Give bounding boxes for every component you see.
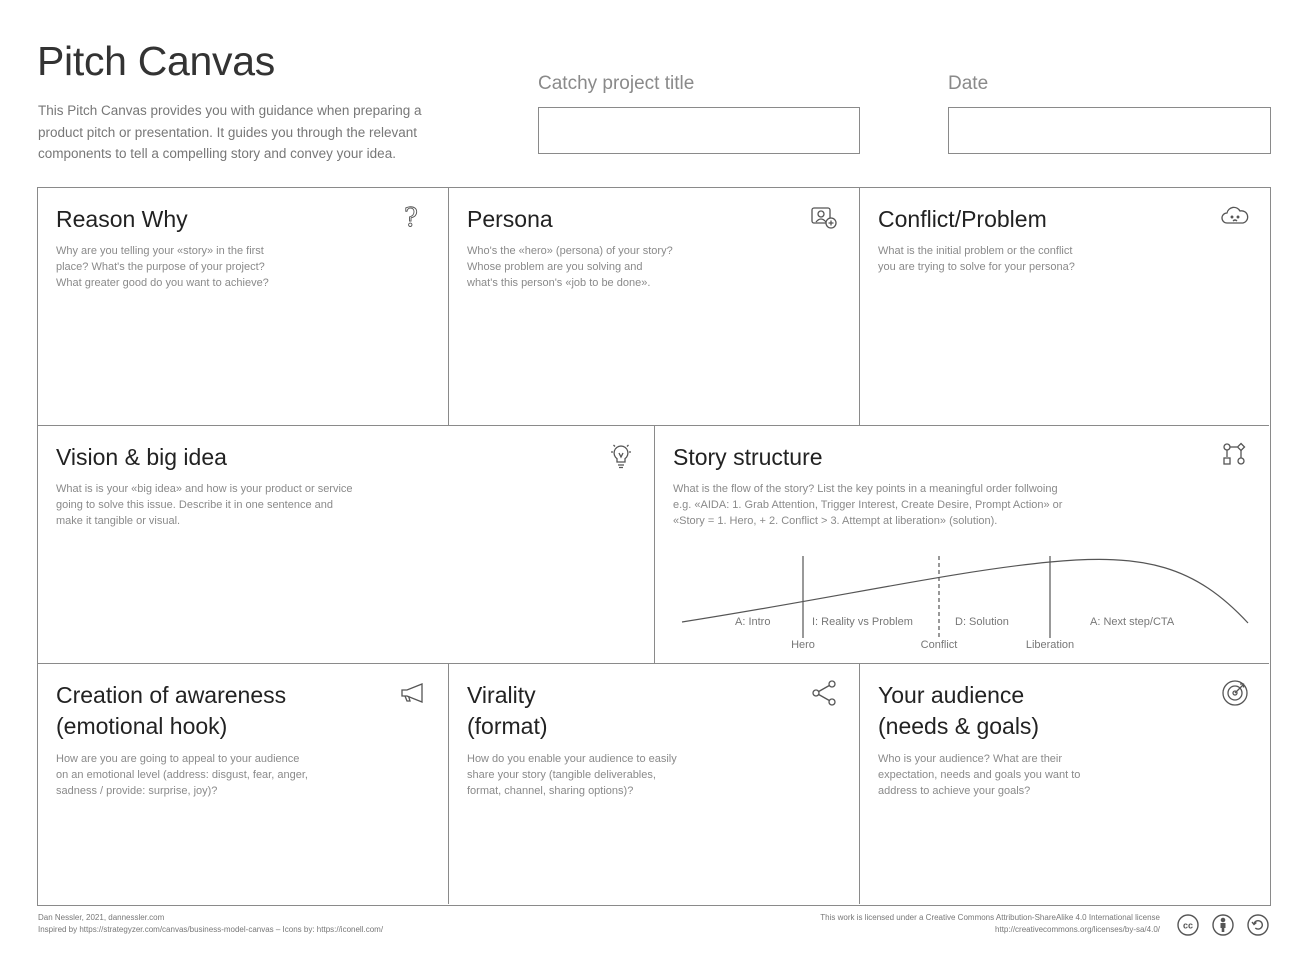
- desc-line: place? What's the purpose of your project?: [56, 261, 265, 273]
- title-line: (emotional hook): [56, 713, 228, 739]
- desc-line: on an emotional level (address: disgust, fear, anger,: [56, 769, 308, 781]
- question-icon: [396, 202, 426, 232]
- title-line: Your audience: [878, 682, 1025, 708]
- intro-text: [38, 100, 508, 165]
- section-description: [56, 751, 308, 799]
- cc-icon: [1175, 912, 1201, 938]
- footer-line: Inspired by https://strategyzer.com/canvas/business-model-canvas – Icons by: https://iconell.com/: [38, 925, 384, 934]
- section-title: [878, 680, 1039, 742]
- page-title: Pitch Canvas: [37, 38, 275, 84]
- sharealike-icon: [1245, 912, 1271, 938]
- desc-line: Why are you telling your «story» in the first: [56, 245, 264, 257]
- section-description: [467, 243, 673, 291]
- section-title: Story structure: [673, 444, 823, 470]
- pitch-canvas-grid: [37, 187, 1271, 906]
- desc-line: Whose problem are you solving and: [467, 261, 643, 273]
- desc-line: going to solve this issue. Describe it in one sentence and: [56, 499, 333, 511]
- desc-line: expectation, needs and goals you want to: [878, 769, 1081, 781]
- desc-line: What is is your «big idea» and how is your product or service: [56, 483, 353, 495]
- share-icon: [809, 678, 839, 708]
- marker-label: Conflict: [920, 639, 958, 651]
- marker-label: Hero: [791, 639, 815, 651]
- desc-line: e.g. «AIDA: 1. Grab Attention, Trigger Interest, Create Desire, Prompt Action» or: [673, 499, 1063, 511]
- desc-line: What greater good do you want to achieve?: [56, 277, 269, 289]
- footer-line: This work is licensed under a Creative Commons Attribution-ShareAlike 4.0 International license: [820, 913, 1160, 922]
- section-description: [467, 751, 677, 799]
- license-icons: [1175, 912, 1271, 938]
- vision-big-idea-section[interactable]: [38, 426, 655, 664]
- phase-label: D: Solution: [955, 616, 1009, 628]
- desc-line: How are you are going to appeal to your audience: [56, 753, 300, 765]
- section-title: Reason Why: [56, 206, 188, 232]
- title-line: (format): [467, 713, 548, 739]
- intro-line: components to tell a compelling story and convey your idea.: [38, 146, 396, 161]
- reason-why-section[interactable]: [38, 188, 449, 426]
- project-title-label: Catchy project title: [538, 73, 695, 94]
- persona-icon: [809, 202, 839, 232]
- megaphone-icon: [398, 678, 428, 708]
- persona-section[interactable]: [449, 188, 860, 426]
- title-line: (needs & goals): [878, 713, 1040, 739]
- story-arc-curve: [682, 559, 1248, 623]
- desc-line: «Story = 1. Hero, + 2. Conflict > 3. Attempt at liberation» (solution).: [673, 515, 998, 527]
- virality-section[interactable]: [449, 664, 860, 904]
- date-field[interactable]: [948, 107, 1271, 154]
- section-description: [878, 243, 1075, 275]
- intro-line: product pitch or presentation. It guides you through the relevant: [38, 124, 417, 140]
- section-title: [467, 680, 548, 742]
- date-label: Date: [948, 73, 989, 94]
- phase-label: A: Intro: [735, 616, 771, 628]
- marker-label: Liberation: [1025, 639, 1075, 651]
- title-line: Creation of awareness: [56, 682, 287, 708]
- target-icon: [1220, 678, 1250, 708]
- intro-line: This Pitch Canvas provides you with guidance when preparing a: [38, 103, 422, 118]
- desc-line: you are trying to solve for your persona?: [878, 261, 1075, 273]
- cloud-icon: [1220, 202, 1250, 232]
- story-structure-section[interactable]: [655, 426, 1269, 664]
- desc-line: Who is your audience? What are their: [878, 753, 1063, 765]
- title-line: Virality: [467, 682, 536, 708]
- desc-line: What is the flow of the story? List the key points in a meaningful order follwoing: [673, 483, 1058, 495]
- footer-line: Dan Nessler, 2021, dannessler.com: [38, 913, 165, 922]
- desc-line: How do you enable your audience to easily: [467, 753, 677, 765]
- section-description: [878, 751, 1080, 799]
- license-link[interactable]: http://creativecommons.org/licenses/by-sa/4.0/: [995, 925, 1160, 934]
- section-description: [56, 481, 353, 529]
- footer-license: [820, 912, 1160, 936]
- svg-text:?: ?: [404, 203, 418, 232]
- footer-credits: [38, 912, 383, 936]
- section-title: [56, 680, 286, 742]
- section-title: Vision & big idea: [56, 444, 227, 470]
- desc-line: What is the initial problem or the conflict: [878, 245, 1073, 257]
- desc-line: Who's the «hero» (persona) of your story?: [467, 245, 673, 257]
- desc-line: share your story (tangible deliverables,: [467, 769, 656, 781]
- desc-line: format, channel, sharing options)?: [467, 785, 634, 797]
- conflict-problem-section[interactable]: [860, 188, 1269, 426]
- desc-line: address to achieve your goals?: [878, 785, 1031, 797]
- lightbulb-icon: [606, 440, 636, 470]
- section-description: [56, 243, 269, 291]
- desc-line: what's this person's «job to be done».: [467, 277, 651, 289]
- desc-line: sadness / provide: surprise, joy)?: [56, 785, 218, 797]
- section-title: Conflict/Problem: [878, 206, 1047, 232]
- project-title-field[interactable]: [538, 107, 860, 154]
- creation-of-awareness-section[interactable]: [38, 664, 449, 904]
- desc-line: make it tangible or visual.: [56, 515, 181, 527]
- svg-text:cc: cc: [1182, 920, 1194, 931]
- section-title: Persona: [467, 206, 553, 232]
- story-arc-diagram: [655, 426, 1269, 662]
- phase-label: A: Next step/CTA: [1090, 616, 1175, 628]
- phase-label: I: Reality vs Problem: [812, 616, 913, 628]
- your-audience-section[interactable]: [860, 664, 1269, 904]
- attribution-icon: [1210, 912, 1236, 938]
